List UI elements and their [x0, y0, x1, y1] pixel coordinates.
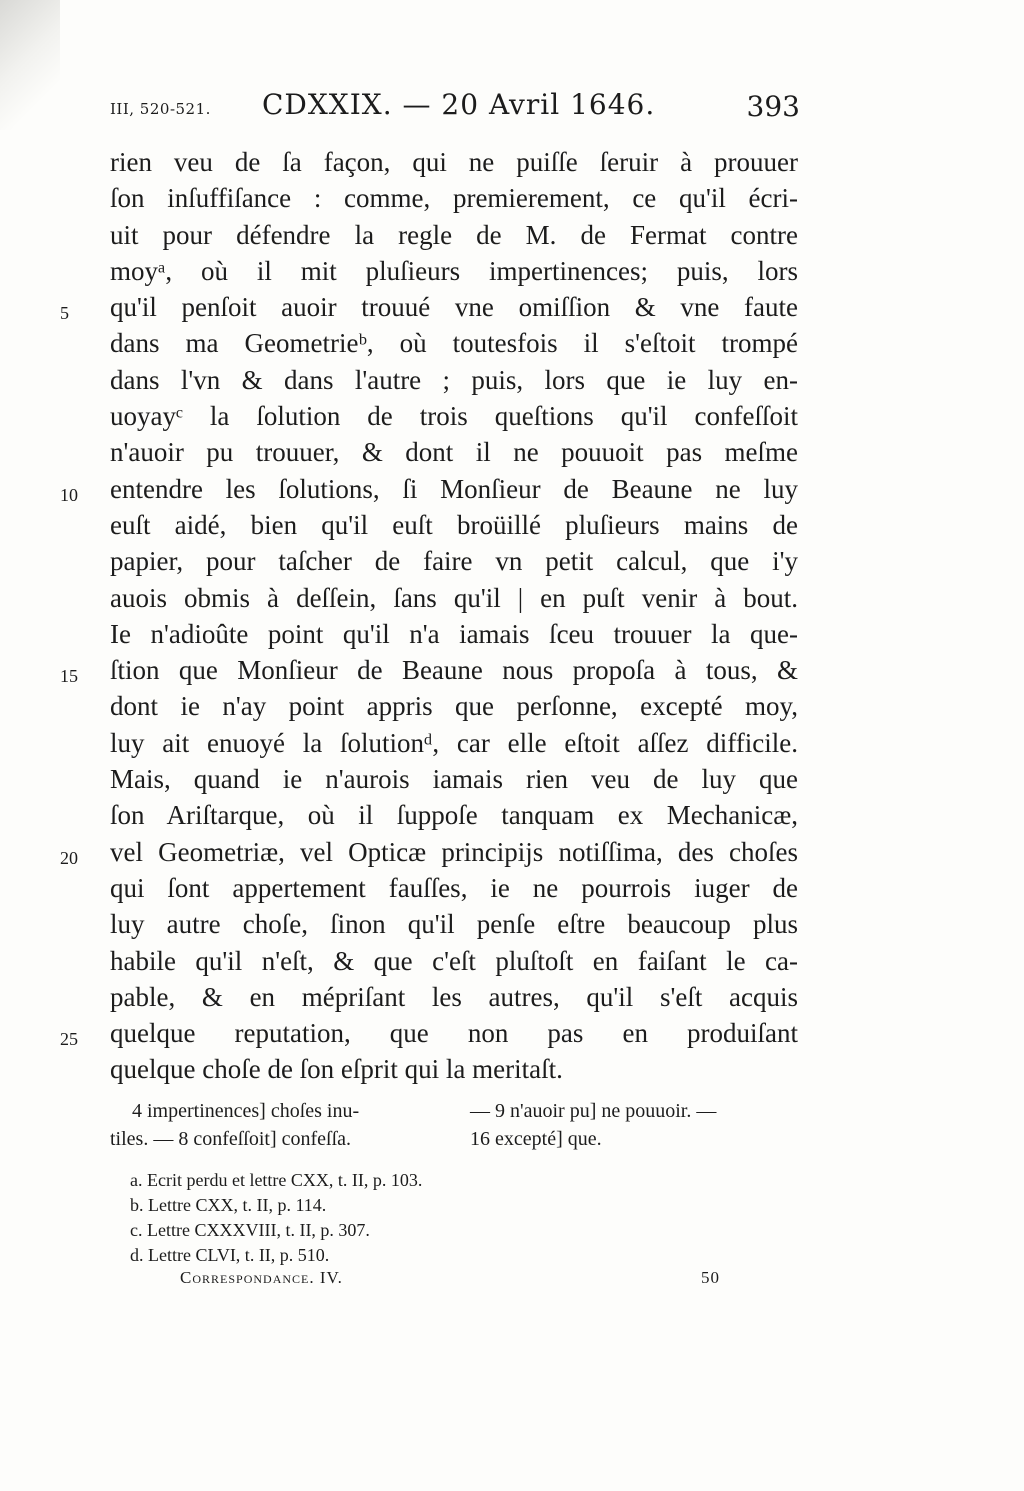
- footer-signature: Correspondance. IV.: [180, 1268, 343, 1287]
- letter-body: [60, 144, 798, 1088]
- letter-title: CDXXIX. — 20 Avril 1646.: [262, 88, 656, 121]
- line-text: dont ie n'ay point appris que perſonne, excepté moy,: [110, 691, 798, 722]
- line-text: uit pour défendre la regle de M. de Fermat contre: [110, 219, 798, 250]
- line-text: luy ait enuoyé la ſolutionᵈ, car elle eſtoit aſſez difficile.: [110, 727, 798, 758]
- line-text: ſtion que Monſieur de Beaune nous propoſa à tous, &: [110, 655, 798, 686]
- line-text: habile qu'il n'eſt, & que c'eſt pluſtoſt en faiſant le ca-: [110, 945, 798, 976]
- variant-line: 16 excepté] que.: [470, 1128, 602, 1150]
- line-text: qu'il penſoit auoir trouué vne omiſſion & vne faute: [110, 292, 798, 323]
- line-text: pable, & en mépriſant les autres, qu'il s'eſt acquis: [110, 981, 798, 1012]
- line-text: qui ſont appertement fauſſes, ie ne pourrois iuger de: [110, 872, 798, 903]
- line-text: Ie n'adioûte point qu'il n'a iamais ſceu trouuer la que-: [110, 618, 798, 649]
- line-text: entendre les ſolutions, ſi Monſieur de Beaune ne luy: [110, 473, 798, 504]
- text-line: [110, 325, 798, 361]
- variant-line: — 9 n'auoir pu] ne pouuoir. —: [470, 1100, 717, 1122]
- text-line: [60, 471, 798, 507]
- text-line: [60, 652, 798, 688]
- running-header: [110, 88, 800, 132]
- text-line: [110, 434, 798, 470]
- footnote: b. Lettre CXX, t. II, p. 114.: [130, 1195, 327, 1215]
- page-corner-shadow: [0, 0, 60, 130]
- text-line: [110, 144, 798, 180]
- text-line: [60, 289, 798, 325]
- line-text: dans ma Geometrieᵇ, où toutesfois il s'eſtoit trompé: [110, 328, 798, 359]
- line-text: rien veu de ſa façon, qui ne puiſſe ſeruir à prouuer: [110, 147, 798, 177]
- line-number: 5: [60, 303, 69, 324]
- variant-line: tiles. — 8 confeſſoit] confeſſa.: [110, 1128, 352, 1150]
- text-line: [110, 543, 798, 579]
- footnotes: [130, 1168, 730, 1268]
- line-number: 15: [60, 666, 78, 687]
- footnote: a. Ecrit perdu et lettre CXX, t. II, p. 103.: [130, 1170, 423, 1190]
- text-line: [110, 253, 798, 289]
- text-line: [110, 362, 798, 398]
- text-line: [110, 797, 798, 833]
- line-text: moyᵃ, où il mit pluſieurs impertinences; puis, lors: [110, 255, 798, 286]
- text-line: [110, 398, 798, 434]
- line-text: Mais, quand ie n'aurois iamais rien veu de luy que: [110, 764, 798, 795]
- text-line: [110, 180, 798, 216]
- text-line: [110, 906, 798, 942]
- line-text: euſt aidé, bien qu'il euſt broüillé pluſieurs mains de: [110, 509, 798, 540]
- line-text: uoyayᶜ la ſolution de trois queſtions qu'il confeſſoit: [110, 401, 798, 432]
- text-line: [110, 725, 798, 761]
- line-number: 10: [60, 484, 78, 505]
- header-reference: III, 520-521.: [110, 100, 211, 118]
- text-line: [110, 979, 798, 1015]
- variants-column-left: [110, 1097, 440, 1153]
- text-line: [110, 761, 798, 797]
- line-text: vel Geometriæ, vel Opticæ principijs notiſſima, des choſes: [110, 836, 798, 867]
- text-line: [60, 834, 798, 870]
- text-line: [110, 943, 798, 979]
- footnote: c. Lettre CXXXVIII, t. II, p. 307.: [130, 1220, 370, 1240]
- text-line: [110, 870, 798, 906]
- line-text: ſon Ariſtarque, où il ſuppoſe tanquam ex Mechanicæ,: [110, 800, 798, 831]
- text-line: [110, 507, 798, 543]
- variant-line: 4 impertinences] choſes inu-: [132, 1100, 360, 1122]
- line-number: 20: [60, 847, 78, 868]
- text-line: [60, 1015, 798, 1051]
- line-text: n'auoir pu trouuer, & dont il ne pouuoit pas meſme: [110, 437, 798, 468]
- line-number: 25: [60, 1029, 78, 1050]
- text-line: [110, 616, 798, 652]
- text-line: [110, 217, 798, 253]
- text-line: [110, 1051, 798, 1087]
- text-line: [110, 580, 798, 616]
- line-text: ſon inſuffiſance : comme, premierement, ce qu'il écri-: [110, 183, 798, 214]
- line-text: luy autre choſe, ſinon qu'il penſe eſtre beaucoup plus: [110, 909, 798, 940]
- line-text: dans l'vn & dans l'autre ; puis, lors que ie luy en-: [110, 364, 798, 395]
- page-number: 393: [746, 90, 800, 123]
- footnote: d. Lettre CLVI, t. II, p. 510.: [130, 1245, 330, 1265]
- footer-sheet-number: 50: [701, 1268, 720, 1287]
- variants-column-right: [470, 1097, 810, 1153]
- line-text: quelque reputation, que non pas en produiſant: [110, 1018, 798, 1049]
- line-text: quelque choſe de ſon eſprit qui la meritaſt.: [110, 1054, 563, 1085]
- text-line: [110, 688, 798, 724]
- line-text: papier, pour taſcher de faire vn petit calcul, que i'y: [110, 546, 798, 577]
- line-text: auois obmis à deſſein, ſans qu'il | en puſt venir à bout.: [110, 582, 798, 613]
